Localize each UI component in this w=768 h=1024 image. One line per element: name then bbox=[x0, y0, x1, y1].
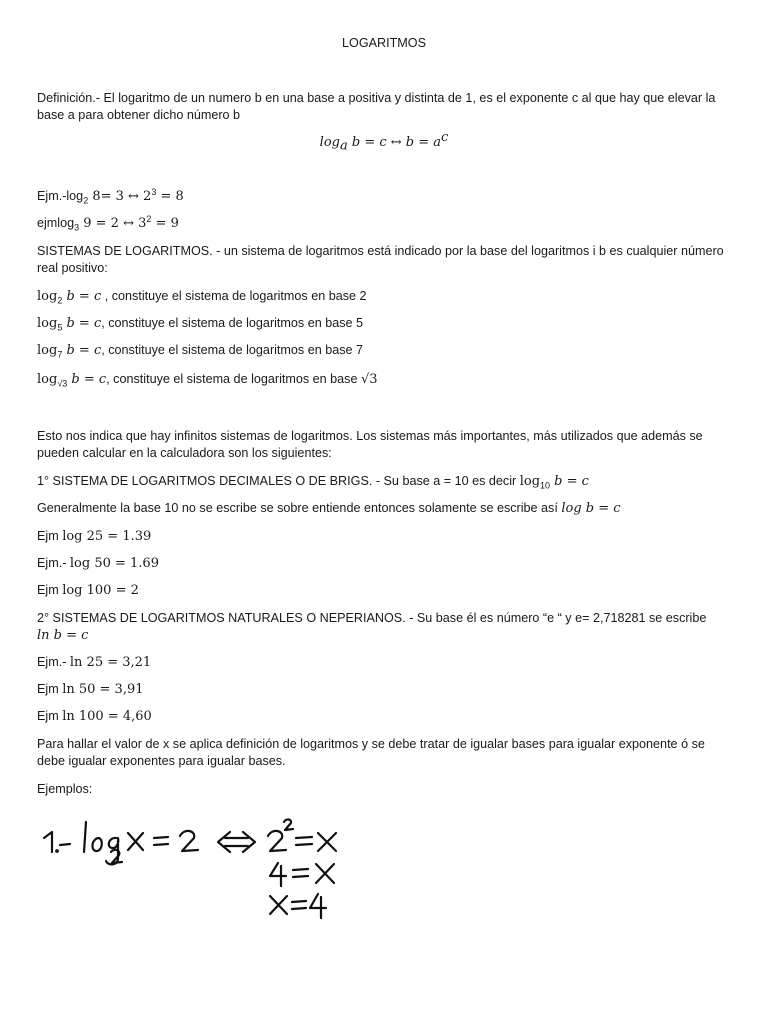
examples-label: Ejemplos: bbox=[37, 782, 93, 796]
example-line: ejmlog$_3$ 9 = 2 ↔ $3^2 = 9$ bbox=[37, 213, 179, 233]
definition-formula: $\log_a b = c$ ↔ $b = a^c$ bbox=[319, 129, 449, 154]
natural-example: Ejm.- ln 25 = 3,21 bbox=[37, 655, 152, 670]
method-text: Para hallar el valor de x se aplica definición de logaritmos y se debe tratar de igualar bases para igualar exponente ó se debe igualar exponentes para igualar bases. bbox=[37, 737, 705, 768]
infinite-systems-text: Esto nos indica que hay infinitos sistemas de logaritmos. Los sistemas más importantes, más utilizados que además se pueden calcular en la calculadora son los siguientes: bbox=[37, 429, 703, 460]
decimal-note: Generalmente la base 10 no se escribe se sobre entiende entonces solamente se escribe así log b = c bbox=[37, 501, 621, 516]
systems-heading: SISTEMAS DE LOGARITMOS. - un sistema de logaritmos está indicado por la base del logaritmos i b es cualquier número real positivo: bbox=[37, 244, 724, 275]
decimal-example: Ejm log 25 = 1.39 bbox=[37, 529, 152, 544]
example-line: $Ejm.-\log_2$ 8= 3 ↔ $2^3 = 8$ bbox=[37, 186, 184, 206]
system-item: $\log_2 b = c$ , constituye el sistema de logaritmos en base 2 bbox=[37, 289, 367, 306]
natural-example: Ejm ln 50 = 3,91 bbox=[37, 682, 144, 697]
decimal-heading: 1° SISTEMA DE LOGARITMOS DECIMALES O DE BRIGS. - Su base a = 10 es decir $\log_{10} b = c$ bbox=[37, 474, 589, 491]
natural-heading: 2° SISTEMAS DE LOGARITMOS NATURALES O NEPERIANOS. - Su base él es número “e “ y e= 2,718281 se escribe bbox=[37, 611, 707, 625]
page-title: LOGARITMOS bbox=[342, 36, 426, 50]
decimal-example: Ejm log 100 = 2 bbox=[37, 583, 139, 598]
natural-example: Ejm ln 100 = 4,60 bbox=[37, 709, 152, 724]
system-item: $\log_{√3} b = c$, constituye el sistema de logaritmos en base √3 bbox=[37, 372, 378, 389]
natural-equation: ln b = c bbox=[37, 628, 89, 643]
system-item: $\log_5 b = c$, constituye el sistema de logaritmos en base 5 bbox=[37, 316, 364, 333]
definition-text: Definición.- El logaritmo de un numero b en una base a positiva y distinta de 1, es el exponente c al que hay que elevar la base a para obtener dicho número b bbox=[37, 91, 716, 122]
system-item: $\log_7 b = c$, constituye el sistema de logaritmos en base 7 bbox=[37, 343, 364, 360]
decimal-example: Ejm.- log 50 = 1.69 bbox=[37, 556, 159, 571]
